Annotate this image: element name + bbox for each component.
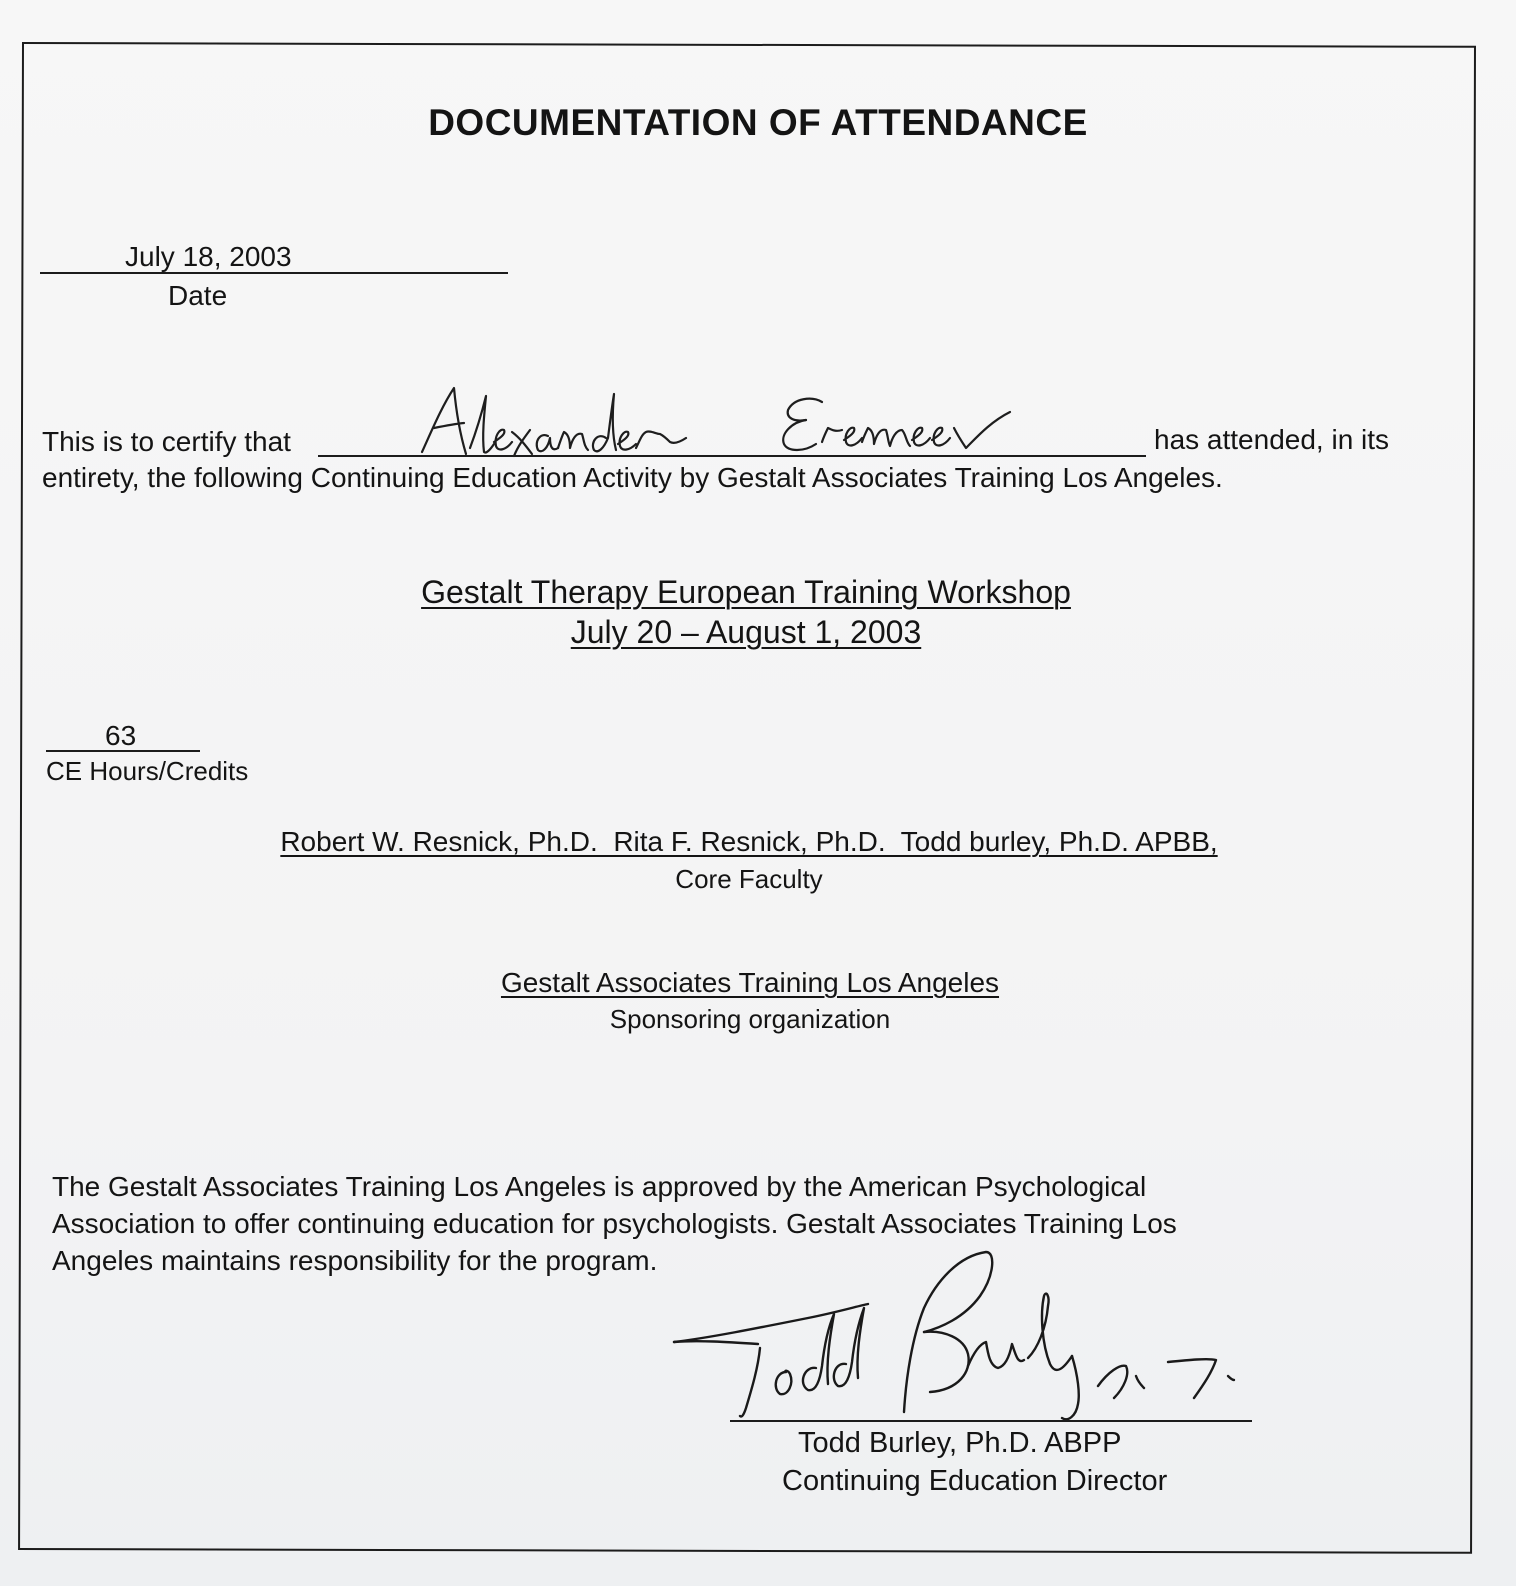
- director-title: Continuing Education Director: [782, 1465, 1168, 1497]
- director-signature-line: [730, 1420, 1252, 1422]
- ce-hours-caption: CE Hours/Credits: [46, 756, 249, 786]
- workshop-title: Gestalt Therapy European Training Workshop: [421, 574, 1071, 610]
- approval-line: Association to offer continuing education for psychologists. Gestalt Associates Training Los: [52, 1208, 1177, 1239]
- ce-hours-value: 63: [105, 720, 137, 751]
- approval-line: Angeles maintains responsibility for the program.: [52, 1245, 658, 1276]
- sponsor-name: Gestalt Associates Training Los Angeles: [500, 967, 1000, 998]
- faculty-caption: Core Faculty: [675, 864, 823, 894]
- workshop-dates: July 20 – August 1, 2003: [570, 614, 922, 650]
- document-title: DOCUMENTATION OF ATTENDANCE: [428, 102, 1088, 143]
- faculty-names: Robert W. Resnick, Ph.D. Rita F. Resnick, Ph.D. Todd burley, Ph.D. APBB,: [280, 826, 1218, 857]
- date-caption: Date: [168, 280, 228, 311]
- director-signature: [668, 1248, 1268, 1438]
- date-line: [40, 272, 508, 274]
- certify-continuation: entirety, the following Continuing Education Activity by Gestalt Associates Training Los Angeles.: [42, 462, 1223, 493]
- ce-hours-line: [46, 750, 200, 752]
- approval-line: The Gestalt Associates Training Los Angeles is approved by the American Psychological: [52, 1171, 1147, 1202]
- certify-suffix: has attended, in its: [1154, 424, 1390, 455]
- director-name: Todd Burley, Ph.D. ABPP: [798, 1427, 1122, 1459]
- sponsor-caption: Sponsoring organization: [609, 1004, 891, 1034]
- certify-prefix: This is to certify that: [42, 426, 291, 457]
- date-value: July 18, 2003: [125, 241, 292, 272]
- attendee-name-handwriting: [420, 382, 1040, 462]
